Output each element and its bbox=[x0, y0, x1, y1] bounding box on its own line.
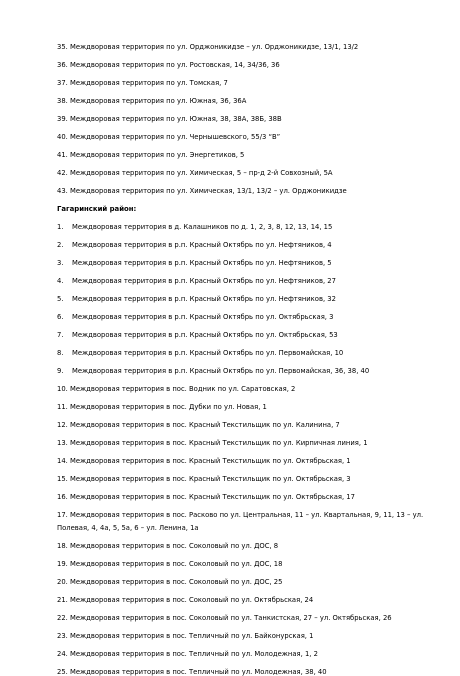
list-item: 38. Междворовая территория по ул. Южная, 36, 36А bbox=[57, 97, 247, 105]
list-item: 22. Междворовая территория в пос. Соколовый по ул. Танкистская, 27 – ул. Октябрьская, 26 bbox=[57, 614, 392, 622]
item-text: Междворовая территория в р.п. Красный Октябрь по ул. Нефтяников, 32 bbox=[72, 295, 336, 303]
list-item bbox=[57, 241, 440, 249]
list-item bbox=[57, 295, 440, 303]
item-number: 8. bbox=[57, 349, 64, 357]
item-number: 4. bbox=[57, 277, 64, 285]
item-number: 6. bbox=[57, 313, 64, 321]
item-text: Междворовая территория в р.п. Красный Октябрь по ул. Первомайская, 36, 38, 40 bbox=[72, 367, 370, 375]
list-item: 21. Междворовая территория в пос. Соколовый по ул. Октябрьская, 24 bbox=[57, 596, 314, 604]
list-item: 10. Междворовая территория в пос. Водник по ул. Саратовская, 2 bbox=[57, 385, 296, 393]
list-item: 11. Междворовая территория в пос. Дубки по ул. Новая, 1 bbox=[57, 403, 267, 411]
list-item: 23. Междворовая территория в пос. Тепличный по ул. Байконурская, 1 bbox=[57, 632, 314, 640]
list-item: 16. Междворовая территория в пос. Красный Текстильщик по ул. Октябрьская, 17 bbox=[57, 493, 355, 501]
list-item: 12. Междворовая территория в пос. Красный Текстильщик по ул. Калинина, 7 bbox=[57, 421, 340, 429]
list-item: 37. Междворовая территория по ул. Томская, 7 bbox=[57, 79, 228, 87]
list-gagarin-bottom bbox=[57, 542, 440, 676]
list-item: 13. Междворовая территория в пос. Красный Текстильщик по ул. Кирпичная линия, 1 bbox=[57, 439, 368, 447]
list-item: 19. Междворовая территория в пос. Соколовый по ул. ДОС, 18 bbox=[57, 560, 283, 568]
list-item bbox=[57, 367, 440, 375]
list-item: 35. Междворовая территория по ул. Орджоникидзе – ул. Орджоникидзе, 13/1, 13/2 bbox=[57, 43, 359, 51]
item-number: 3. bbox=[57, 259, 64, 267]
item-text: Междворовая территория в р.п. Красный Октябрь по ул. Нефтяников, 4 bbox=[72, 241, 332, 249]
list-top bbox=[57, 43, 440, 195]
section-heading: Гагаринский район: bbox=[57, 205, 137, 213]
item-number: 2. bbox=[57, 241, 64, 249]
item-text: Междворовая территория в р.п. Красный Октябрь по ул. Нефтяников, 5 bbox=[72, 259, 332, 267]
list-item: 14. Междворовая территория в пос. Красный Текстильщик по ул. Октябрьская, 1 bbox=[57, 457, 351, 465]
list-item-17: 17. Междворовая территория в пос. Расково по ул. Центральная, 11 – ул. Квартальная, 9, 11, 13 – ул. bbox=[57, 511, 424, 519]
item-text: Междворовая территория в р.п. Красный Октябрь по ул. Октябрьская, 3 bbox=[72, 313, 334, 321]
list-item bbox=[57, 331, 440, 339]
item-text: Междворовая территория в р.п. Красный Октябрь по ул. Октябрьская, 53 bbox=[72, 331, 338, 339]
list-item: 40. Междворовая территория по ул. Чернышевского, 55/3 “В” bbox=[57, 133, 281, 141]
list-item: 36. Междворовая территория по ул. Ростовская, 14, 34/36, 36 bbox=[57, 61, 280, 69]
item-number: 7. bbox=[57, 331, 64, 339]
list-gagarin-mid bbox=[57, 385, 440, 501]
list-item: 20. Междворовая территория в пос. Соколовый по ул. ДОС, 25 bbox=[57, 578, 283, 586]
item-text: Междворовая территория в р.п. Красный Октябрь по ул. Первомайская, 10 bbox=[72, 349, 344, 357]
list-gagarin-short bbox=[57, 223, 440, 375]
list-item bbox=[57, 259, 440, 267]
list-item bbox=[57, 313, 440, 321]
list-item: 15. Междворовая территория в пос. Красный Текстильщик по ул. Октябрьская, 3 bbox=[57, 475, 351, 483]
list-item bbox=[57, 277, 440, 285]
list-item-17-continuation: Полевая, 4, 4а, 5, 5а, 6 – ул. Ленина, 1а bbox=[57, 524, 199, 532]
item-text: Междворовая территория в д. Калашников по д. 1, 2, 3, 8, 12, 13, 14, 15 bbox=[72, 223, 333, 231]
item-text: Междворовая территория в р.п. Красный Октябрь по ул. Нефтяников, 27 bbox=[72, 277, 336, 285]
list-item: 24. Междворовая территория в пос. Тепличный по ул. Молодежная, 1, 2 bbox=[57, 650, 318, 658]
list-item: 25. Междворовая территория в пос. Тепличный по ул. Молодежная, 38, 40 bbox=[57, 668, 327, 676]
item-number: 5. bbox=[57, 295, 64, 303]
item-number: 1. bbox=[57, 223, 64, 231]
list-item: 41. Междворовая территория по ул. Энергетиков, 5 bbox=[57, 151, 245, 159]
list-item: 18. Междворовая территория в пос. Соколовый по ул. ДОС, 8 bbox=[57, 542, 279, 550]
list-item bbox=[57, 349, 440, 357]
list-item: 42. Междворовая территория по ул. Химическая, 5 – пр-д 2-й Совхозный, 5А bbox=[57, 169, 333, 177]
item-number: 9. bbox=[57, 367, 64, 375]
list-item: 43. Междворовая территория по ул. Химическая, 13/1, 13/2 – ул. Орджоникидзе bbox=[57, 187, 347, 195]
list-item: 39. Междворовая территория по ул. Южная, 38, 38А, 38Б, 38В bbox=[57, 115, 282, 123]
list-item bbox=[57, 223, 440, 231]
